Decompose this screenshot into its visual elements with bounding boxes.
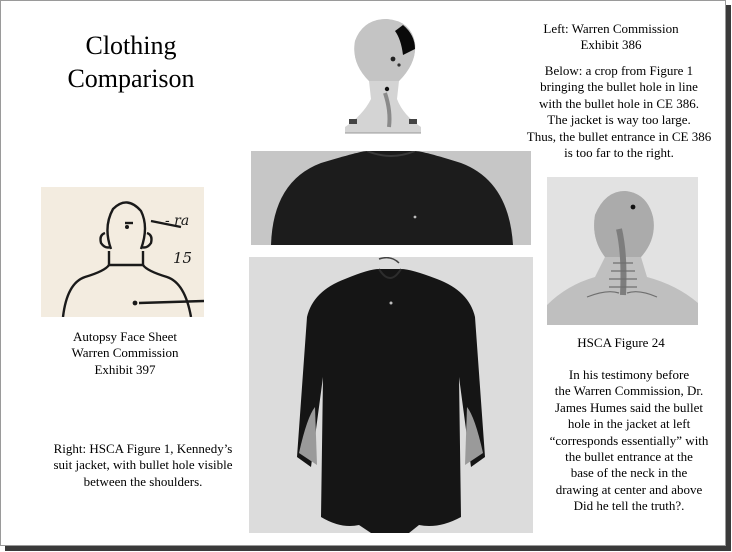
- testimony-line-5: “corresponds essentially” with: [549, 432, 709, 448]
- jacket-caption-line-3: between the shoulders.: [83, 473, 203, 489]
- crop-caption-line-2: bringing the bullet hole in line: [540, 79, 698, 95]
- testimony-line-8: drawing at center and above: [555, 481, 703, 497]
- ce386-caption-line-1: Left: Warren Commission: [543, 21, 679, 36]
- jacket-crop-image: [251, 151, 531, 245]
- testimony-line-7: base of the neck in the: [570, 465, 688, 481]
- autopsy-caption-line-2: Warren Commission: [71, 345, 179, 361]
- autopsy-caption-line-1: Autopsy Face Sheet: [73, 329, 177, 344]
- testimony-text: [531, 367, 727, 515]
- testimony-line-9: Did he tell the truth?.: [573, 498, 685, 514]
- hsca-figure-24-caption: HSCA Figure 24: [577, 335, 665, 350]
- testimony-line-6: the bullet entrance at the: [565, 449, 693, 465]
- autopsy-caption-line-3: Exhibit 397: [94, 361, 156, 377]
- ce386-caption-line-2: Exhibit 386: [580, 37, 642, 53]
- crop-caption-line-5: Thus, the bullet entrance in CE 386: [526, 128, 712, 144]
- crop-caption-line-6: is too far to the right.: [564, 145, 674, 161]
- title-line-2: Comparison: [67, 64, 195, 93]
- slide-title: [41, 29, 221, 95]
- jacket-caption-line-2: suit jacket, with bullet hole visible: [53, 457, 233, 473]
- ce386-neck-image: [341, 15, 425, 143]
- autopsy-caption: [45, 329, 205, 378]
- crop-caption-line-3: with the bullet hole in CE 386.: [539, 95, 699, 111]
- crop-caption: [513, 63, 725, 161]
- jacket-caption: [37, 441, 249, 490]
- jacket-caption-line-1: Right: HSCA Figure 1, Kennedy’s: [53, 441, 233, 456]
- title-line-1: Clothing: [85, 31, 177, 60]
- crop-caption-line-1: Below: a crop from Figure 1: [544, 63, 694, 78]
- sketch-mark-ra: - ra: [165, 213, 190, 229]
- autopsy-sketch-image: [41, 187, 204, 317]
- ce386-caption: [521, 21, 701, 54]
- testimony-line-3: James Humes said the bullet: [554, 399, 704, 415]
- testimony-line-1: In his testimony before: [568, 367, 690, 382]
- crop-caption-line-4: The jacket is way too large.: [547, 112, 691, 128]
- hsca-figure-1-jacket-image: [249, 257, 533, 533]
- hsca-figure-24-image: [547, 177, 698, 325]
- testimony-line-2: the Warren Commission, Dr.: [554, 383, 704, 399]
- sketch-mark-15: 15: [173, 249, 193, 267]
- testimony-line-4: hole in the jacket at left: [567, 416, 691, 432]
